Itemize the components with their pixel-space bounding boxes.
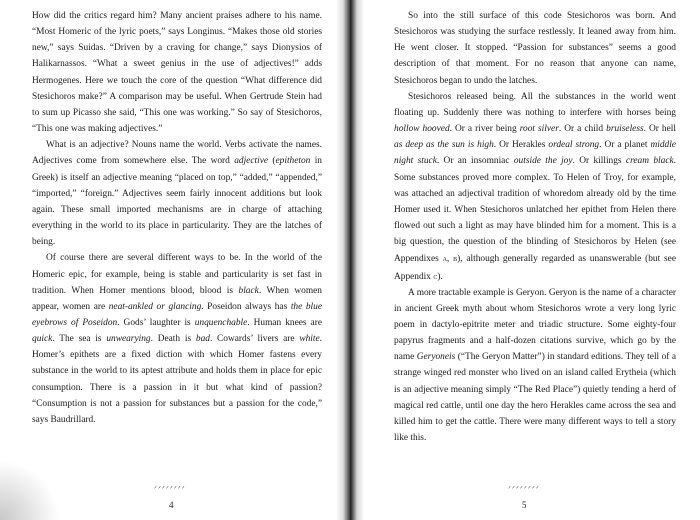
italic-run: ordeal strong	[548, 140, 600, 151]
paragraph: Of course there are several different ways to be. In the world of the Homeric epic, for example, being is stable and particularity is set fast in tradition. When Homer mentions blood, blood is black. When women appear, women are neat-ankled or glancing. Poseidon always has the blue eyebrows of Poseidon. Gods’ laughter is unquenchable. Human knees are quick. The sea is unwearying. Death is bad. Cowards’ livers are white. Homer’s epithets are a fixed diction with which Homer fastens every substance in the world to its aptest attribute and holds them in place for epic consumption. There is a passion in it but what kind of passion? “Consumption is not a passion for substances but a passion for the code,” says Baudrillard.	[32, 253, 322, 425]
italic-run: bad	[195, 334, 210, 345]
small-caps-run: b	[453, 253, 458, 264]
italic-run: unwearying	[106, 334, 151, 345]
italic-run: bruiseless	[606, 124, 644, 135]
small-caps-run: c	[433, 270, 438, 281]
right-page-text	[394, 8, 676, 446]
small-caps-run: a	[442, 253, 447, 264]
italic-run: epitheton	[275, 156, 311, 167]
left-page-text	[32, 8, 322, 428]
right-page-number: 5	[522, 500, 527, 510]
italic-run: black	[238, 285, 259, 296]
right-page	[350, 0, 700, 520]
left-page-ornament: ᐟᐟᐟᐟᐟᐟᐟᐟ	[154, 485, 186, 493]
italic-run: white	[299, 334, 320, 345]
italic-run: adjective	[234, 156, 269, 167]
italic-run: middle night stuck	[394, 140, 676, 167]
italic-run: cream black	[625, 156, 674, 167]
italic-run: root silver	[519, 124, 559, 135]
italic-run: quick	[32, 334, 53, 345]
paragraph: Stesichoros released being. All the substances in the world went floating up. Suddenly there was nothing to interfere with horses being hollow hooved. Or a river being root silver. Or a child bruiseless. Or hell as deep as the sun is high. Or Herakles ordeal strong. Or a planet middle night stuck. Or an insomniac outside the joy. Or killings cream black. Some substances proved more complex. To Helen of Troy, for example, was attached an adjectival tradition of whoredom already old by the time Homer used it. When Stesichoros unlatched her epithet from Helen there flowed out such a light as may have blinded him for a moment. This is a big question, the question of the blinding of Stesichoros by Helen (see Appendixes a, b), although generally regarded as unanswerable (but see Appendix c).	[394, 91, 676, 282]
left-page-number: 4	[169, 500, 174, 510]
italic-run: Geryoneis	[416, 352, 456, 363]
paragraph: A more tractable example is Geryon. Geryon is the name of a character in ancient Greek myth about whom Stesichoros wrote a very long lyric poem in dactylo-epitrite meter and triadic structure. Some eighty-four papyrus fragments and a half-dozen citations survive, which go by the name Geryoneis (“The Geryon Matter”) in standard editions. They tell of a strange winged red monster who lived on an island called Erytheia (which is an adjective meaning simply “The Red Place”) quietly tending a herd of magical red cattle, until one day the hero Herakles came across the sea and killed him to get the cattle. There were many different ways to tell a story like this.	[394, 287, 676, 444]
italic-run: hollow hooved	[394, 124, 450, 135]
italic-run: the blue eyebrows of Poseidon	[32, 301, 322, 328]
right-page-ornament: ᐟᐟᐟᐟᐟᐟᐟᐟ	[508, 485, 540, 493]
left-page	[0, 0, 340, 520]
italic-run: as deep as the sun is high	[394, 140, 494, 151]
italic-run: neat-ankled or glancing	[108, 301, 202, 312]
italic-run: unquenchable	[194, 317, 248, 328]
paragraph: So into the still surface of this code Stesichoros was born. And Stesichoros was studying the surface restlessly. It leaned away from him. He went closer. It stopped. “Passion for substances” seems a good description of that moment. For no reason that anyone can name, Stesichoros began to undo the latches.	[394, 11, 676, 86]
paragraph: How did the critics regard him? Many ancient praises adhere to his name. “Most Homeric of the lyric poets,” says Longinus. “Makes those old stories new,” says Suidas. “Driven by a craving for change,” says Dionysios of Halikarnassos. “What a sweet genius in the use of adjectives!” adds Hermogenes. Here we touch the core of the question “What difference did Stesichoros make?” A comparison may be useful. When Gertrude Stein had to sum up Picasso she said, “This one was working.” So say of Stesichoros, “This one was making adjectives.”	[32, 11, 322, 135]
italic-run: outside the joy	[513, 156, 573, 167]
page-corner-shadow	[0, 460, 60, 520]
paragraph: What is an adjective? Nouns name the world. Verbs activate the names. Adjectives come from somewhere else. The word adjective (epitheton in Greek) is itself an adjective meaning “placed on top,” “added,” “appended,” “imported,” “foreign.” Adjectives seem fairly innocent additions but look again. These small imported mechanisms are in charge of attaching everything in the world to its place in particularity. They are the latches of being.	[32, 140, 322, 248]
